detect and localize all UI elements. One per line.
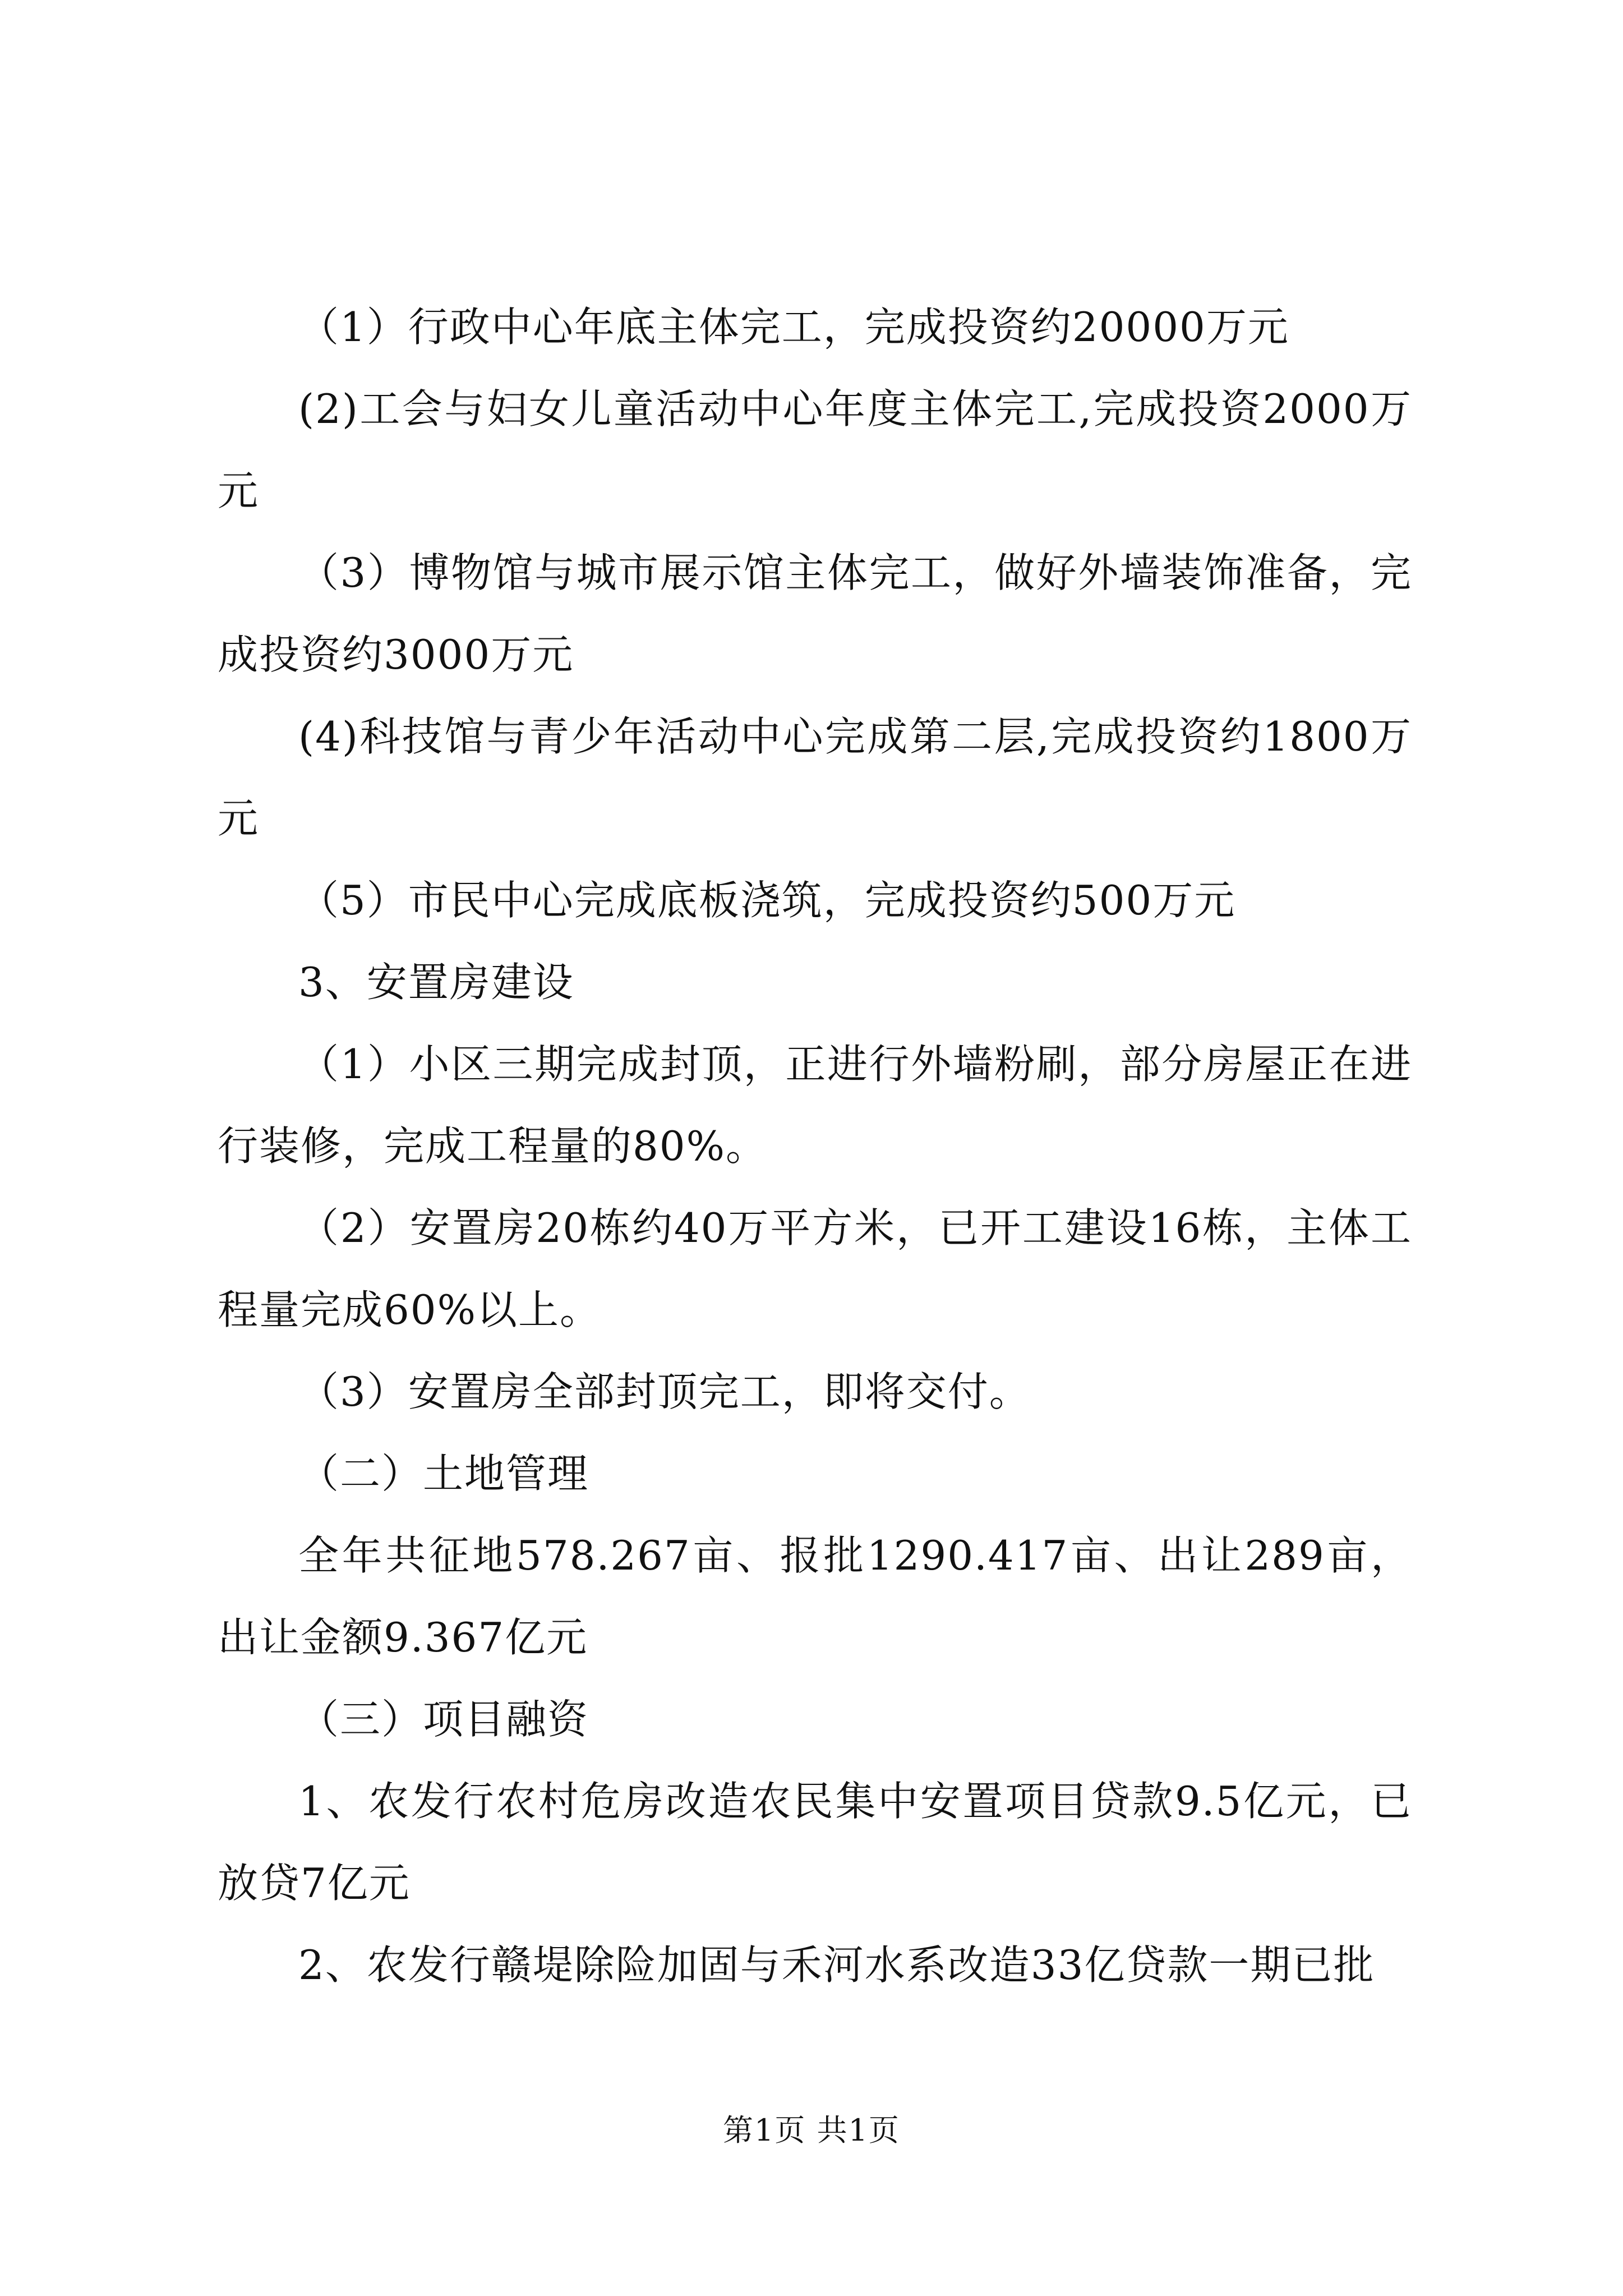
page-footer: 第1页 共1页 <box>723 2113 900 2148</box>
paragraph-civic-center: （5）市民中心完成底板浇筑，完成投资约500万元 <box>298 877 1236 924</box>
paragraph-admin-center: （1）行政中心年底主体完工，完成投资约20000万元 <box>298 303 1289 351</box>
paragraph-museum: （3）博物馆与城市展示馆主体完工，做好外墙装饰准备，完成投资约3000万元 <box>218 549 1412 678</box>
paragraph-land-stats: 全年共征地578.267亩、报批1290.417亩、出让289亩，出让金额9.367亿元 <box>218 1532 1412 1661</box>
paragraph-resettlement-buildings: （2）安置房20栋约40万平方米，已开工建设16栋，主体工程量完成60%以上。 <box>218 1204 1412 1333</box>
paragraph-union-center: (2)工会与妇女儿童活动中心年度主体完工,完成投资2000万元 <box>218 385 1412 514</box>
section-heading-land-management: （二）土地管理 <box>298 1450 589 1497</box>
paragraph-loan-one: 1、农发行农村危房改造农民集中安置项目贷款9.5亿元，已放贷7亿元 <box>218 1778 1412 1907</box>
paragraph-loan-two: 2、农发行赣堤除险加固与禾河水系改造33亿贷款一期已批 <box>298 1941 1375 1989</box>
document-body <box>218 286 1412 2006</box>
paragraph-science-museum: (4)科技馆与青少年活动中心完成第二层,完成投资约1800万元 <box>218 713 1412 842</box>
paragraph-phase-three: （1）小区三期完成封顶，正进行外墙粉刷，部分房屋正在进行装修，完成工程量的80%。 <box>218 1041 1412 1170</box>
paragraph-resettlement-complete: （3）安置房全部封顶完工，即将交付。 <box>298 1368 1031 1415</box>
section-heading-resettlement: 3、安置房建设 <box>298 959 574 1006</box>
section-heading-financing: （三）项目融资 <box>298 1696 589 1743</box>
